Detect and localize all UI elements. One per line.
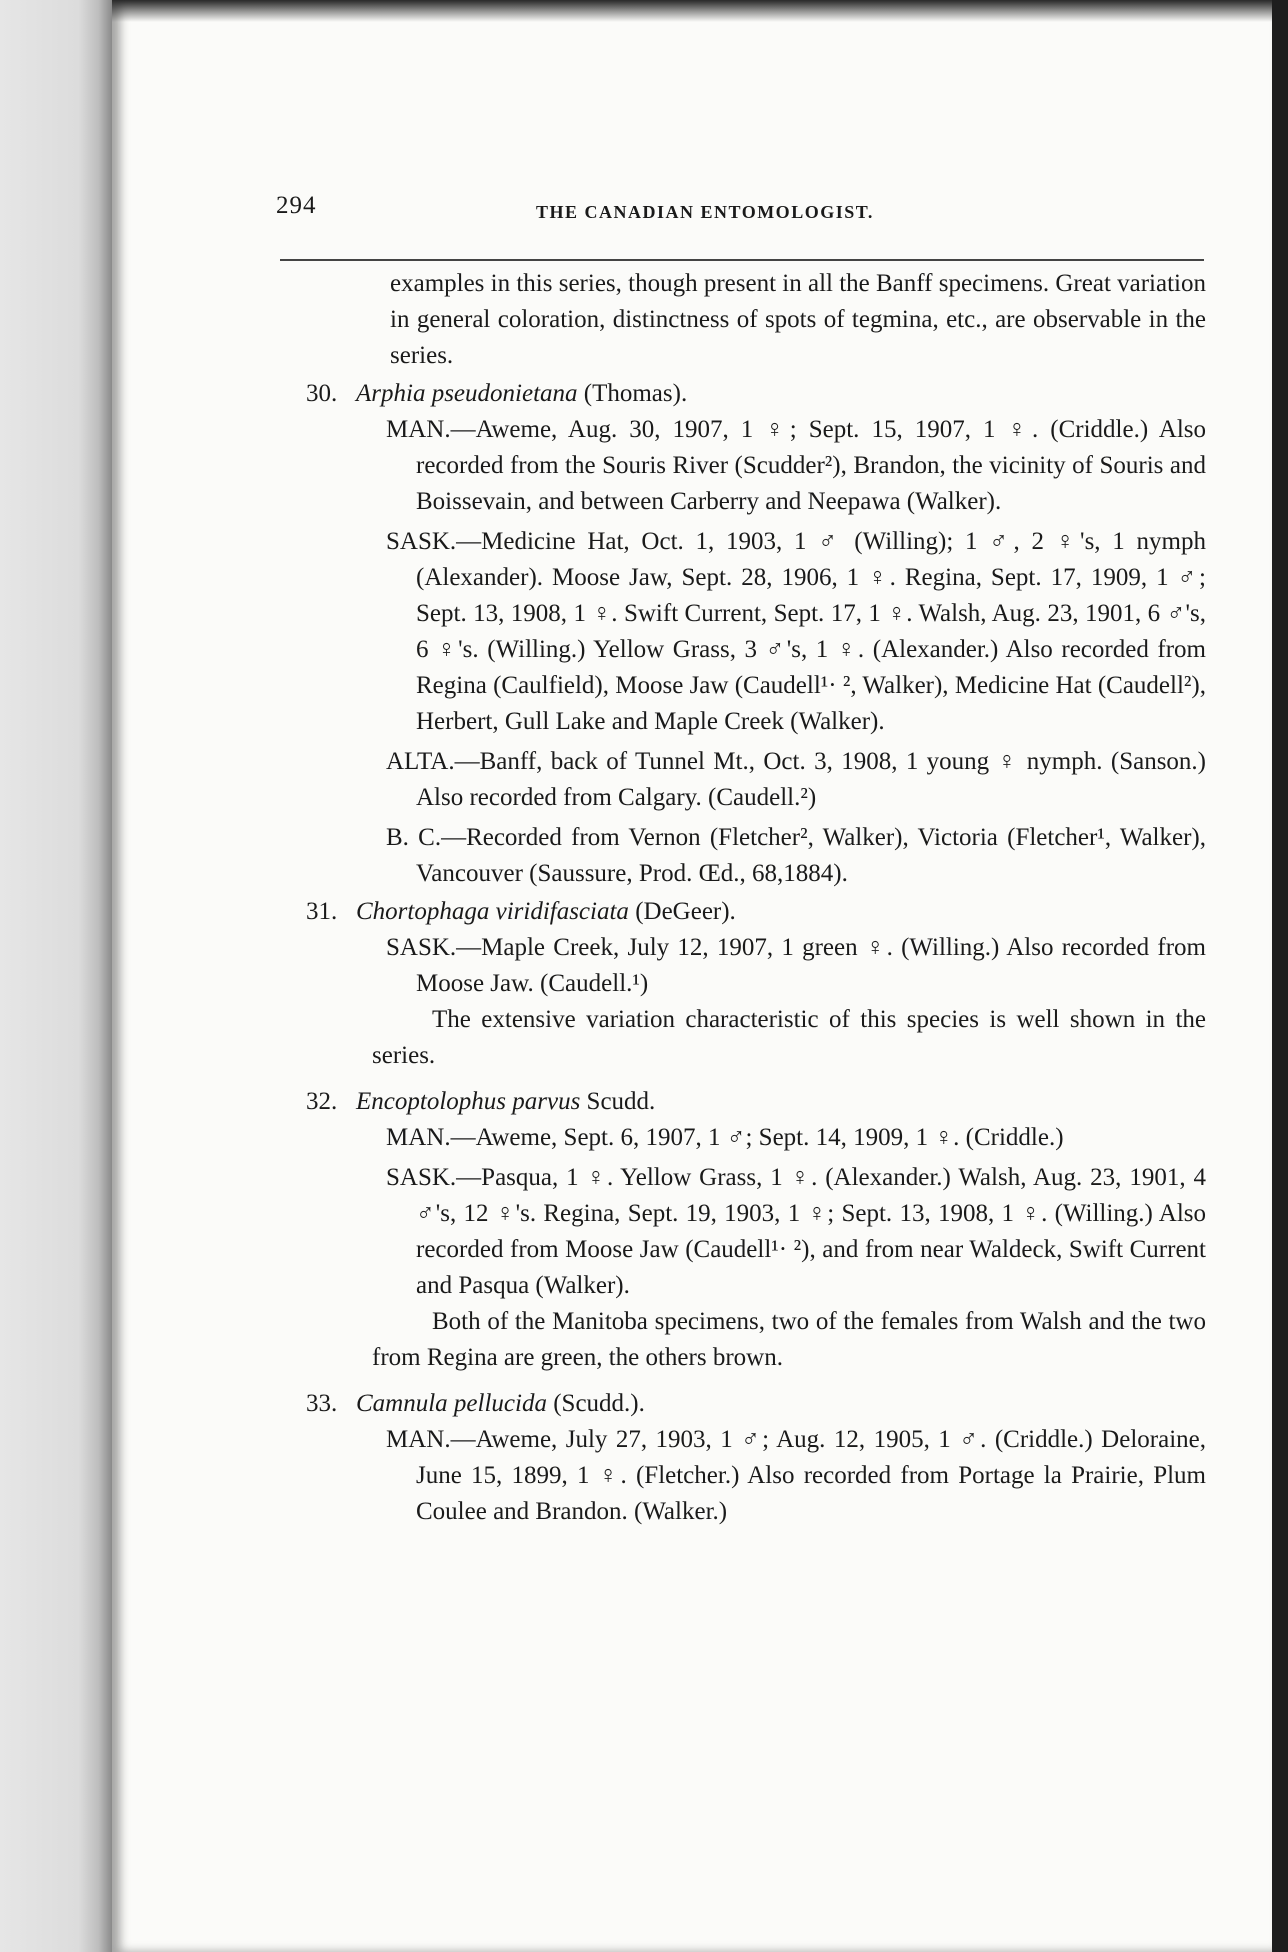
species-number: 31. bbox=[306, 898, 338, 925]
book-binding-edge bbox=[0, 0, 112, 1952]
page-number: 294 bbox=[276, 192, 317, 219]
page-header bbox=[276, 192, 1206, 232]
scan-right-border bbox=[1272, 0, 1288, 1952]
species-name: Chortophaga viridifasciata bbox=[356, 898, 629, 925]
scan-top-shadow bbox=[112, 0, 1272, 22]
species-heading bbox=[276, 894, 1206, 930]
locality-record: MAN.—Aweme, Aug. 30, 1907, 1 ♀; Sept. 15, 1907, 1 ♀. (Criddle.) Also recorded from the Souris River (Scudder²), Brandon, the vicinity of Souris and Boissevain, and between Carberry and Neepawa (Walker). bbox=[386, 416, 1206, 515]
species-heading bbox=[276, 1084, 1206, 1120]
species-number: 33. bbox=[306, 1390, 338, 1417]
continuation-paragraph: examples in this series, though present in all the Banff specimens. Great variation in general coloration, distinctness of spots of tegmina, etc., are observable in the series. bbox=[390, 270, 1206, 369]
locality-record: MAN.—Aweme, July 27, 1903, 1 ♂; Aug. 12, 1905, 1 ♂. (Criddle.) Deloraine, June 15, 1899, 1 ♀. (Fletcher.) Also recorded from Portage la Prairie, Plum Coulee and Brandon. (Walker.) bbox=[386, 1426, 1206, 1525]
species-heading bbox=[276, 376, 1206, 412]
species-number: 30. bbox=[306, 380, 338, 407]
locality-record: SASK.—Pasqua, 1 ♀. Yellow Grass, 1 ♀. (Alexander.) Walsh, Aug. 23, 1901, 4 ♂'s, 12 ♀'s. Regina, Sept. 19, 1903, 1 ♀; Sept. 13, 1908, 1 ♀. (Willing.) Also recorded from Moose Jaw (Caudell¹· ²), and from near Waldeck, Swift Current and Pasqua (Walker). bbox=[386, 1164, 1206, 1299]
species-name: Camnula pellucida bbox=[356, 1390, 547, 1417]
locality-record: MAN.—Aweme, Sept. 6, 1907, 1 ♂; Sept. 14, 1909, 1 ♀. (Criddle.) bbox=[386, 1124, 1064, 1151]
species-authority: Scudd. bbox=[586, 1088, 656, 1115]
species-authority: (DeGeer). bbox=[635, 898, 736, 925]
locality-record: SASK.—Maple Creek, July 12, 1907, 1 green ♀. (Willing.) Also recorded from Moose Jaw. (Caudell.¹) bbox=[386, 934, 1206, 997]
species-note: Both of the Manitoba specimens, two of the females from Walsh and the two from Regina are green, the others brown. bbox=[372, 1308, 1206, 1371]
header-rule bbox=[280, 259, 1204, 261]
species-number: 32. bbox=[306, 1088, 338, 1115]
species-note: The extensive variation characteristic of this species is well shown in the series. bbox=[372, 1006, 1206, 1069]
species-heading bbox=[276, 1386, 1206, 1422]
species-name: Encoptolophus parvus bbox=[356, 1088, 581, 1115]
article-body bbox=[276, 266, 1206, 1530]
locality-record: SASK.—Medicine Hat, Oct. 1, 1903, 1 ♂ (Willing); 1 ♂, 2 ♀'s, 1 nymph (Alexander). Moose Jaw, Sept. 28, 1906, 1 ♀. Regina, Sept. 17, 1909, 1 ♂; Sept. 13, 1908, 1 ♀. Swift Current, Sept. 17, 1 ♀. Walsh, Aug. 23, 1901, 6 ♂'s, 6 ♀'s. (Willing.) Yellow Grass, 3 ♂'s, 1 ♀. (Alexander.) Also recorded from Regina (Caulfield), Moose Jaw (Caudell¹· ², Walker), Medicine Hat (Caudell²), Herbert, Gull Lake and Maple Creek (Walker). bbox=[386, 528, 1206, 735]
species-authority: (Thomas). bbox=[583, 380, 688, 407]
running-head: THE CANADIAN ENTOMOLOGIST. bbox=[536, 202, 874, 222]
locality-record: B. C.—Recorded from Vernon (Fletcher², Walker), Victoria (Fletcher¹, Walker), Vancouver (Saussure, Prod. Œd., 68,1884). bbox=[386, 824, 1206, 887]
species-name: Arphia pseudonietana bbox=[356, 380, 578, 407]
species-authority: (Scudd.). bbox=[553, 1390, 645, 1417]
locality-record: ALTA.—Banff, back of Tunnel Mt., Oct. 3, 1908, 1 young ♀ nymph. (Sanson.) Also recorded from Calgary. (Caudell.²) bbox=[386, 748, 1206, 811]
